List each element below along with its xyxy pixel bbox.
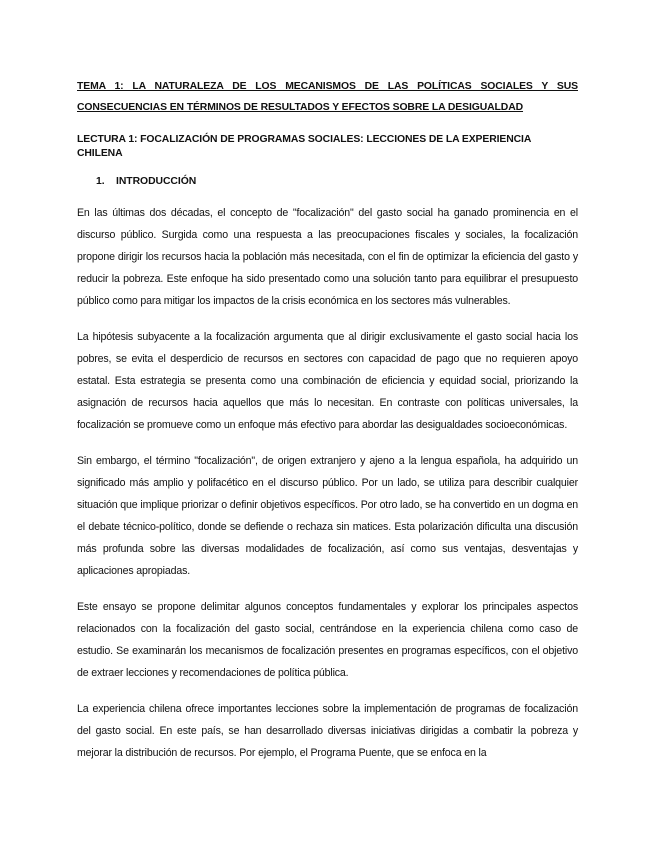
reading-title: LECTURA 1: FOCALIZACIÓN DE PROGRAMAS SOCIALES: LECCIONES DE LA EXPERIENCIA CHILENA [77, 134, 531, 159]
paragraph: Sin embargo, el término "focalización", de origen extranjero y ajeno a la lengua española, ha adquirido un significado más amplio y polifacético en el discurso público. Por un lado, se utiliza para describir cualquier situación que implique priorizar o definir objetivos específicos. Por otro lado, se ha convertido en un dogma en el debate técnico-político, donde se defiende o rechaza sin matices. Esta polarización dificulta una discusión más profunda sobre las diversas modalidades de focalización, así como sus ventajas, desventajas y aplicaciones apropiadas. [77, 455, 578, 577]
paragraph: La experiencia chilena ofrece importantes lecciones sobre la implementación de programas de focalización del gasto social. En este país, se han desarrollado diversas iniciativas dirigidas a combatir la pobreza y mejorar la distribución de recursos. Por ejemplo, el Programa Puente, que se enfoca en la [77, 703, 578, 759]
paragraph: La hipótesis subyacente a la focalización argumenta que al dirigir exclusivamente el gasto social hacia los pobres, se evita el desperdicio de recursos en sectores con capacidad de pago que no requieren apoyo estatal. Esta estrategia se presenta como una combinación de eficiencia y equidad social, priorizando la asignación de recursos hacia aquellos que más lo necesitan. En contraste con políticas universales, la focalización se promueve como un enfoque más efectivo para abordar las desigualdades socioeconómicas. [77, 331, 578, 431]
section-number: 1. [96, 176, 105, 187]
section-title: INTRODUCCIÓN [116, 176, 197, 187]
topic-title: TEMA 1: LA NATURALEZA DE LOS MECANISMOS DE LAS POLÍTICAS SOCIALES Y SUS CONSECUENCIAS EN TÉRMINOS DE RESULTADOS Y EFECTOS SOBRE LA DESIGUALDAD [77, 81, 578, 113]
section-heading [96, 175, 578, 189]
paragraph: En las últimas dos décadas, el concepto de "focalización" del gasto social ha ganado prominencia en el discurso público. Surgida como una respuesta a las preocupaciones fiscales y sociales, la focalización propone dirigir los recursos hacia la población más necesitada, con el fin de optimizar la eficiencia del gasto y reducir la pobreza. Este enfoque ha sido presentado como una solución tanto para equilibrar el presupuesto público como para mitigar los impactos de la crisis económica en los sectores más vulnerables. [77, 207, 578, 307]
paragraph: Este ensayo se propone delimitar algunos conceptos fundamentales y explorar los principales aspectos relacionados con la focalización del gasto social, centrándose en la experiencia chilena como caso de estudio. Se examinarán los mecanismos de focalización presentes en programas específicos, con el objetivo de extraer lecciones y recomendaciones de política pública. [77, 601, 578, 679]
